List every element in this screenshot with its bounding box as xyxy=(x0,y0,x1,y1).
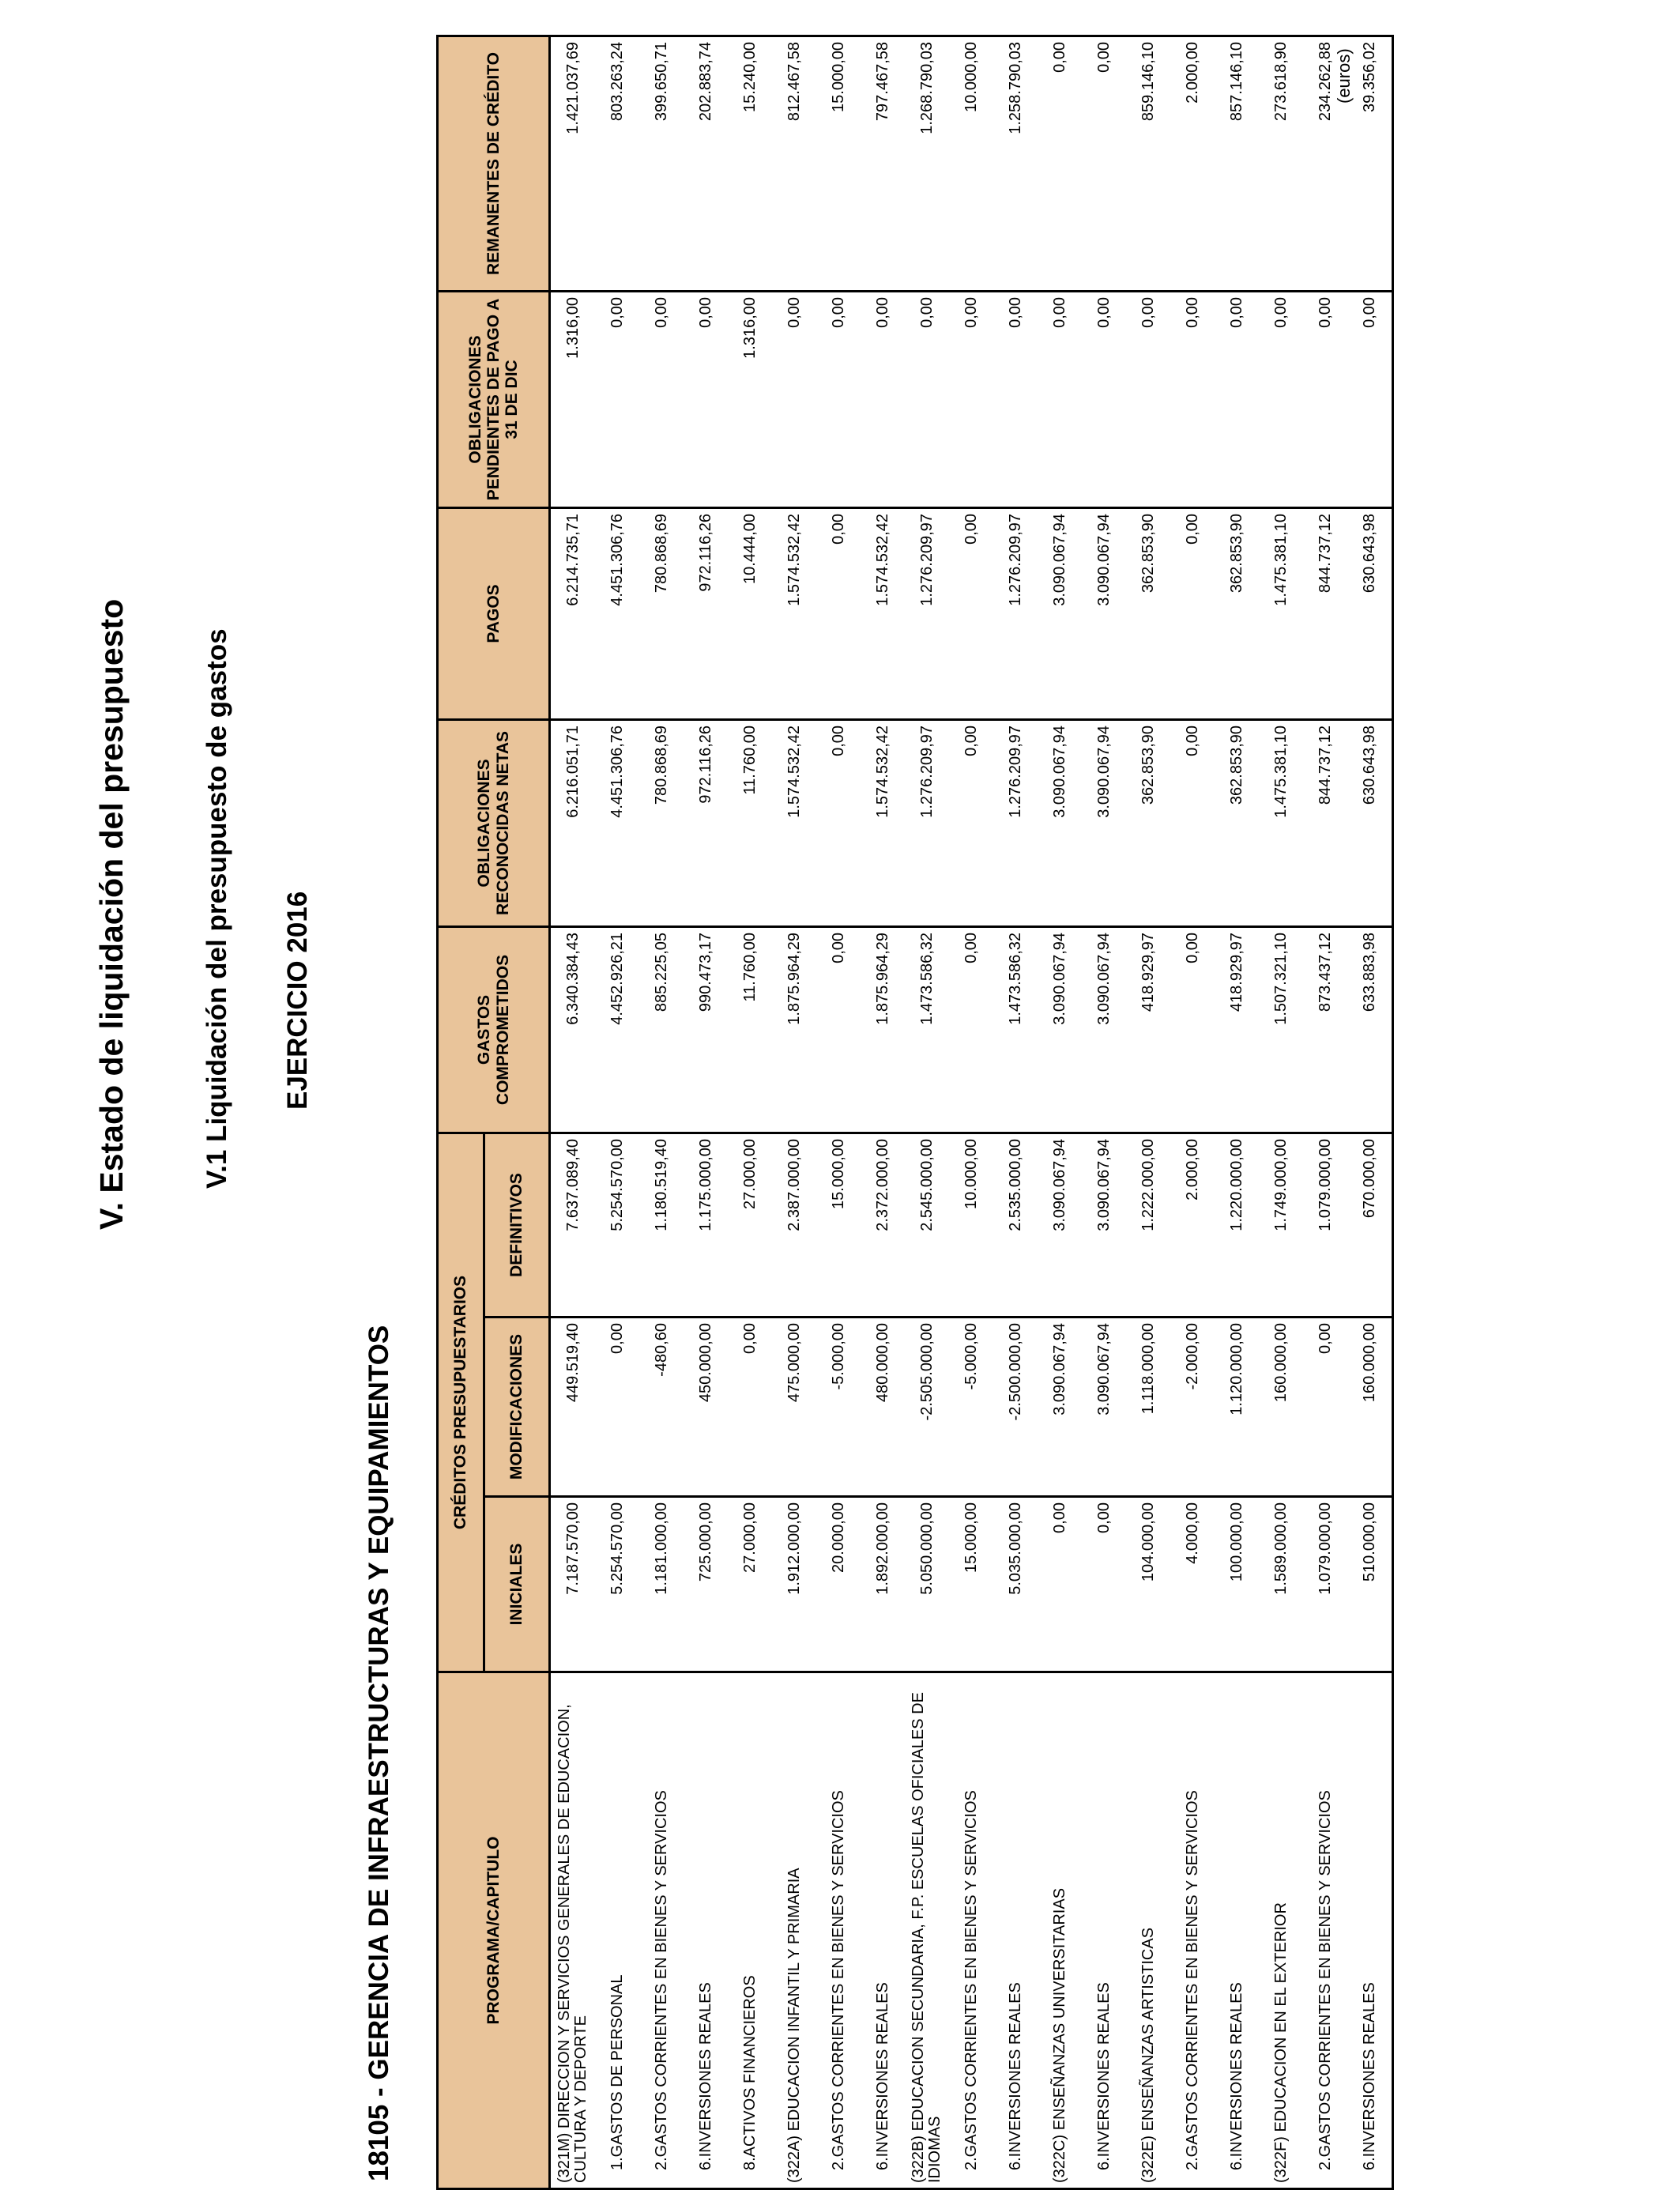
cell-value: 633.883,98 xyxy=(1347,926,1393,1133)
cell-value: 1.507.321,10 xyxy=(1259,926,1303,1133)
chapter-row xyxy=(595,36,639,2188)
cell-value: 0,00 xyxy=(1347,291,1393,507)
chapter-row xyxy=(1082,36,1126,2188)
cell-value: 2.545.000,00 xyxy=(905,1133,949,1317)
row-label: 2.GASTOS CORRIENTES EN BIENES Y SERVICIOS xyxy=(949,1672,993,2189)
col-gastos: GASTOS COMPROMETIDOS xyxy=(438,926,550,1133)
cell-value: 803.263,24 xyxy=(595,36,639,291)
cell-value: 1.875.964,29 xyxy=(861,926,905,1133)
row-label: 2.GASTOS CORRIENTES EN BIENES Y SERVICIOS xyxy=(1170,1672,1215,2189)
cell-value: 6.340.384,43 xyxy=(550,926,596,1133)
cell-value: 0,00 xyxy=(816,719,861,926)
cell-value: 450.000,00 xyxy=(684,1318,728,1497)
cell-value: 2.535.000,00 xyxy=(993,1133,1038,1317)
cell-value: 0,00 xyxy=(772,291,816,507)
cell-value: 39.356,02 xyxy=(1347,36,1393,291)
cell-value: 885.225,05 xyxy=(639,926,684,1133)
cell-value: 1.268.790,03 xyxy=(905,36,949,291)
cell-value: 0,00 xyxy=(595,1318,639,1497)
cell-value: 844.737,12 xyxy=(1303,507,1347,719)
cell-value: -2.500.000,00 xyxy=(993,1318,1038,1497)
cell-value: -5.000,00 xyxy=(816,1318,861,1497)
cell-value: 1.220.000,00 xyxy=(1215,1133,1259,1317)
cell-value: 0,00 xyxy=(1126,291,1170,507)
program-row xyxy=(772,36,816,2188)
chapter-row xyxy=(861,36,905,2188)
cell-value: -480,60 xyxy=(639,1318,684,1497)
cell-value: 990.473,17 xyxy=(684,926,728,1133)
row-label: 2.GASTOS CORRIENTES EN BIENES Y SERVICIOS xyxy=(1303,1672,1347,2189)
page-subtitle: V.1 Liquidación del presupuesto de gastos xyxy=(202,628,232,1189)
cell-value: 5.254.570,00 xyxy=(595,1497,639,1672)
cell-value: 362.853,90 xyxy=(1126,719,1170,926)
col-pendientes: OBLIGACIONES PENDIENTES DE PAGO A 31 DE DIC xyxy=(438,291,550,507)
cell-value: 7.187.570,00 xyxy=(550,1497,596,1672)
cell-value: 630.643,98 xyxy=(1347,507,1393,719)
cell-value: 844.737,12 xyxy=(1303,719,1347,926)
cell-value: 273.618,90 xyxy=(1259,36,1303,291)
row-label: (322C) ENSEÑANZAS UNIVERSITARIAS xyxy=(1038,1672,1082,2189)
row-label: 2.GASTOS CORRIENTES EN BIENES Y SERVICIOS xyxy=(639,1672,684,2189)
chapter-row xyxy=(993,36,1038,2188)
cell-value: 3.090.067,94 xyxy=(1082,926,1126,1133)
cell-value: 0,00 xyxy=(1170,291,1215,507)
cell-value: 362.853,90 xyxy=(1215,719,1259,926)
cell-value: 418.929,97 xyxy=(1215,926,1259,1133)
cell-value: -2.505.000,00 xyxy=(905,1318,949,1497)
col-programa: PROGRAMA/CAPITULO xyxy=(438,1672,550,2189)
cell-value: 857.146,10 xyxy=(1215,36,1259,291)
cell-value: 1.912.000,00 xyxy=(772,1497,816,1672)
cell-value: 0,00 xyxy=(1082,36,1126,291)
program-row xyxy=(1126,36,1170,2188)
chapter-row xyxy=(684,36,728,2188)
cell-value: 1.276.209,97 xyxy=(993,507,1038,719)
cell-value: 1.175.000,00 xyxy=(684,1133,728,1317)
cell-value: 4.000,00 xyxy=(1170,1497,1215,1672)
cell-value: 480.000,00 xyxy=(861,1318,905,1497)
cell-value: 2.387.000,00 xyxy=(772,1133,816,1317)
cell-value: 812.467,58 xyxy=(772,36,816,291)
cell-value: 0,00 xyxy=(1038,36,1082,291)
cell-value: 1.875.964,29 xyxy=(772,926,816,1133)
cell-value: -2.000,00 xyxy=(1170,1318,1215,1497)
cell-value: 15.000,00 xyxy=(816,36,861,291)
cell-value: 1.574.532,42 xyxy=(772,719,816,926)
cell-value: 4.451.306,76 xyxy=(595,719,639,926)
program-row xyxy=(1259,36,1303,2188)
cell-value: 1.574.532,42 xyxy=(861,507,905,719)
cell-value: 1.276.209,97 xyxy=(905,719,949,926)
cell-value: 0,00 xyxy=(949,926,993,1133)
chapter-row xyxy=(1303,36,1347,2188)
cell-value: 972.116,26 xyxy=(684,507,728,719)
cell-value: 399.650,71 xyxy=(639,36,684,291)
cell-value: 0,00 xyxy=(1215,291,1259,507)
cell-value: 1.749.000,00 xyxy=(1259,1133,1303,1317)
table-header xyxy=(438,36,550,2188)
col-iniciales: INICIALES xyxy=(484,1497,550,1672)
cell-value: 3.090.067,94 xyxy=(1038,507,1082,719)
cell-value: 10.000,00 xyxy=(949,1133,993,1317)
cell-value: 6.214.735,71 xyxy=(550,507,596,719)
row-label: 1.GASTOS DE PERSONAL xyxy=(595,1672,639,2189)
currency-unit: (euros) xyxy=(1334,48,1354,104)
row-label: 6.INVERSIONES REALES xyxy=(861,1672,905,2189)
cell-value: 0,00 xyxy=(1170,719,1215,926)
cell-value: 1.180.519,40 xyxy=(639,1133,684,1317)
cell-value: 1.892.000,00 xyxy=(861,1497,905,1672)
cell-value: 3.090.067,94 xyxy=(1038,719,1082,926)
cell-value: 510.000,00 xyxy=(1347,1497,1393,1672)
cell-value: 1.079.000,00 xyxy=(1303,1497,1347,1672)
cell-value: 0,00 xyxy=(1303,291,1347,507)
cell-value: 3.090.067,94 xyxy=(1082,1318,1126,1497)
cell-value: -5.000,00 xyxy=(949,1318,993,1497)
cell-value: 0,00 xyxy=(1082,1497,1126,1672)
cell-value: 972.116,26 xyxy=(684,719,728,926)
cell-value: 1.473.586,32 xyxy=(993,926,1038,1133)
cell-value: 797.467,58 xyxy=(861,36,905,291)
section-heading: 18105 - GERENCIA DE INFRAESTRUCTURAS Y EQUIPAMIENTOS xyxy=(363,1325,394,2181)
row-label: (322F) EDUCACION EN EL EXTERIOR xyxy=(1259,1672,1303,2189)
cell-value: 0,00 xyxy=(595,291,639,507)
cell-value: 5.035.000,00 xyxy=(993,1497,1038,1672)
cell-value: 780.868,69 xyxy=(639,719,684,926)
cell-value: 10.000,00 xyxy=(949,36,993,291)
cell-value: 1.421.037,69 xyxy=(550,36,596,291)
cell-value: 1.222.000,00 xyxy=(1126,1133,1170,1317)
cell-value: 0,00 xyxy=(1038,291,1082,507)
cell-value: 1.473.586,32 xyxy=(905,926,949,1133)
cell-value: 3.090.067,94 xyxy=(1038,1318,1082,1497)
cell-value: 0,00 xyxy=(639,291,684,507)
cell-value: 234.262,88 xyxy=(1303,36,1347,291)
program-row xyxy=(550,36,596,2188)
cell-value: 1.316,00 xyxy=(550,291,596,507)
cell-value: 15.000,00 xyxy=(949,1497,993,1672)
row-label: 6.INVERSIONES REALES xyxy=(684,1672,728,2189)
cell-value: 10.444,00 xyxy=(728,507,772,719)
cell-value: 0,00 xyxy=(949,507,993,719)
col-obligaciones: OBLIGACIONES RECONOCIDAS NETAS xyxy=(438,719,550,926)
col-remanentes: REMANENTES DE CRÉDITO xyxy=(438,36,550,291)
cell-value: 0,00 xyxy=(993,291,1038,507)
cell-value: 104.000,00 xyxy=(1126,1497,1170,1672)
cell-value: 15.240,00 xyxy=(728,36,772,291)
cell-value: 1.475.381,10 xyxy=(1259,719,1303,926)
cell-value: 362.853,90 xyxy=(1215,507,1259,719)
row-label: 6.INVERSIONES REALES xyxy=(1082,1672,1126,2189)
row-label: (322A) EDUCACION INFANTIL Y PRIMARIA xyxy=(772,1672,816,2189)
cell-value: 1.316,00 xyxy=(728,291,772,507)
cell-value: 670.000,00 xyxy=(1347,1133,1393,1317)
cell-value: 0,00 xyxy=(816,291,861,507)
cell-value: 418.929,97 xyxy=(1126,926,1170,1133)
page-title: V. Estado de liquidación del presupuesto xyxy=(93,598,130,1230)
row-label: 6.INVERSIONES REALES xyxy=(993,1672,1038,2189)
cell-value: 1.258.790,03 xyxy=(993,36,1038,291)
cell-value: 0,00 xyxy=(816,507,861,719)
chapter-row xyxy=(1170,36,1215,2188)
cell-value: 1.118.000,00 xyxy=(1126,1318,1170,1497)
cell-value: 449.519,40 xyxy=(550,1318,596,1497)
cell-value: 3.090.067,94 xyxy=(1038,926,1082,1133)
row-label: 6.INVERSIONES REALES xyxy=(1347,1672,1393,2189)
cell-value: 3.090.067,94 xyxy=(1082,1133,1126,1317)
table-body xyxy=(550,36,1393,2188)
cell-value: 0,00 xyxy=(861,291,905,507)
cell-value: 1.589.000,00 xyxy=(1259,1497,1303,1672)
cell-value: 0,00 xyxy=(1170,926,1215,1133)
cell-value: 0,00 xyxy=(949,291,993,507)
cell-value: 5.050.000,00 xyxy=(905,1497,949,1672)
cell-value: 725.000,00 xyxy=(684,1497,728,1672)
cell-value: 362.853,90 xyxy=(1126,507,1170,719)
chapter-row xyxy=(816,36,861,2188)
row-label: (321M) DIRECCION Y SERVICIOS GENERALES DE EDUCACION, CULTURA Y DEPORTE xyxy=(550,1672,596,2189)
chapter-row xyxy=(1215,36,1259,2188)
cell-value: 4.452.926,21 xyxy=(595,926,639,1133)
cell-value: 859.146,10 xyxy=(1126,36,1170,291)
cell-value: 780.868,69 xyxy=(639,507,684,719)
cell-value: 11.760,00 xyxy=(728,719,772,926)
cell-value: 873.437,12 xyxy=(1303,926,1347,1133)
cell-value: 5.254.570,00 xyxy=(595,1133,639,1317)
cell-value: 1.574.532,42 xyxy=(861,719,905,926)
cell-value: 160.000,00 xyxy=(1347,1318,1393,1497)
fiscal-year: EJERCICIO 2016 xyxy=(282,891,313,1110)
cell-value: 630.643,98 xyxy=(1347,719,1393,926)
chapter-row xyxy=(728,36,772,2188)
cell-value: 0,00 xyxy=(684,291,728,507)
cell-value: 4.451.306,76 xyxy=(595,507,639,719)
program-row xyxy=(905,36,949,2188)
cell-value: 475.000,00 xyxy=(772,1318,816,1497)
row-label: (322E) ENSEÑANZAS ARTISTICAS xyxy=(1126,1672,1170,2189)
cell-value: 15.000,00 xyxy=(816,1133,861,1317)
row-label: 6.INVERSIONES REALES xyxy=(1215,1672,1259,2189)
cell-value: 1.276.209,97 xyxy=(905,507,949,719)
cell-value: 0,00 xyxy=(1303,1318,1347,1497)
cell-value: 20.000,00 xyxy=(816,1497,861,1672)
cell-value: 7.637.089,40 xyxy=(550,1133,596,1317)
cell-value: 0,00 xyxy=(1038,1497,1082,1672)
cell-value: 1.120.000,00 xyxy=(1215,1318,1259,1497)
col-group-creditos: CRÉDITOS PRESUPUESTARIOS xyxy=(438,1133,484,1672)
col-definitivos: DEFINITIVOS xyxy=(484,1133,550,1317)
budget-table xyxy=(436,35,1394,2190)
chapter-row xyxy=(1347,36,1393,2188)
cell-value: 100.000,00 xyxy=(1215,1497,1259,1672)
cell-value: 1.181.000,00 xyxy=(639,1497,684,1672)
cell-value: 6.216.051,71 xyxy=(550,719,596,926)
cell-value: 0,00 xyxy=(816,926,861,1133)
row-label: 2.GASTOS CORRIENTES EN BIENES Y SERVICIOS xyxy=(816,1672,861,2189)
cell-value: 0,00 xyxy=(728,1318,772,1497)
col-pagos: PAGOS xyxy=(438,507,550,719)
cell-value: 27.000,00 xyxy=(728,1497,772,1672)
cell-value: 0,00 xyxy=(905,291,949,507)
col-modificaciones: MODIFICACIONES xyxy=(484,1318,550,1497)
row-label: (322B) EDUCACION SECUNDARIA, F.P. ESCUELAS OFICIALES DE IDIOMAS xyxy=(905,1672,949,2189)
cell-value: 0,00 xyxy=(1170,507,1215,719)
cell-value: 3.090.067,94 xyxy=(1082,719,1126,926)
cell-value: 3.090.067,94 xyxy=(1082,507,1126,719)
cell-value: 0,00 xyxy=(949,719,993,926)
chapter-row xyxy=(639,36,684,2188)
cell-value: 1.079.000,00 xyxy=(1303,1133,1347,1317)
cell-value: 2.000,00 xyxy=(1170,1133,1215,1317)
cell-value: 3.090.067,94 xyxy=(1038,1133,1082,1317)
cell-value: 1.574.532,42 xyxy=(772,507,816,719)
program-row xyxy=(1038,36,1082,2188)
cell-value: 2.000,00 xyxy=(1170,36,1215,291)
cell-value: 11.760,00 xyxy=(728,926,772,1133)
cell-value: 0,00 xyxy=(1259,291,1303,507)
cell-value: 160.000,00 xyxy=(1259,1318,1303,1497)
cell-value: 202.883,74 xyxy=(684,36,728,291)
cell-value: 2.372.000,00 xyxy=(861,1133,905,1317)
cell-value: 27.000,00 xyxy=(728,1133,772,1317)
cell-value: 1.276.209,97 xyxy=(993,719,1038,926)
cell-value: 0,00 xyxy=(1082,291,1126,507)
cell-value: 1.475.381,10 xyxy=(1259,507,1303,719)
row-label: 8.ACTIVOS FINANCIEROS xyxy=(728,1672,772,2189)
chapter-row xyxy=(949,36,993,2188)
